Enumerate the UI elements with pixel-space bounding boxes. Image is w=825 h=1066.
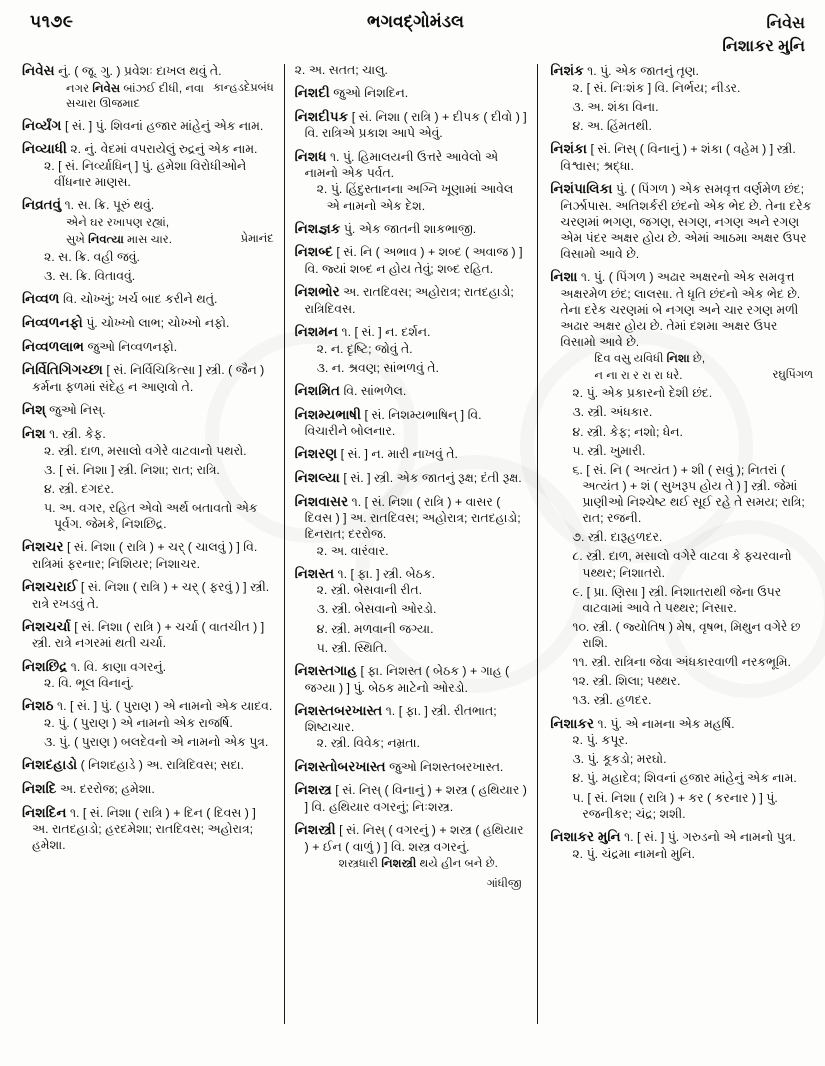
entry-headword: નિવ્રતવું — [22, 197, 62, 213]
entry-sense: ૬. [ સં. નિ ( અત્યંત ) + શી ( સવું ); નિતરાં ( અત્યંત ) + શં ( સુખરૂપ હોય તે ) ] સ્ત્રી. જેમાં પ્રાણીઓ નિશ્ચેષ્ટ થઈ સૂઈ રહે તે સમય; રાત્રિ; રાત; રજની. — [572, 462, 805, 526]
entry-definition: જુઓ નિશસ્તબરખાસ્ત. — [389, 759, 504, 774]
dictionary-entry — [550, 62, 813, 134]
entry-sense: ૧૧. સ્ત્રી. રાત્રિના જેવા અંધકારવાળી નરકભૂમિ. — [572, 655, 791, 670]
dictionary-entry — [295, 758, 528, 776]
entry-definition: ૧. પું. ( પિંગળ ) અઢાર અક્ષરનો એક સમવૃત્ત અક્ષરમેળ છંદ; લાલસા. તે ધૃતિ છંદનો એક ભેદ છે. તેના દરેક ચરણમાં બે નગણ અને ચાર રગણ મળી અઢાર અક્ષર હોય છે. તેમાં દશમા અક્ષર ઉપર વિસામો આવે છે. — [560, 270, 801, 350]
entry-definition: [ સં. નિસ્ ( વિનાનું ) + શસ્ત્ર ( હથિયાર ) ] વિ. હથિયાર વગરનું; નિઃશસ્ત્ર. — [304, 783, 527, 814]
entry-headword: નિશદીપક — [294, 108, 349, 124]
dictionary-column-1 — [22, 62, 284, 1030]
entry-sense: ૪. સ્ત્રી. કેફ; નશો; ધેન. — [572, 424, 683, 439]
entry-headword: નિર્વિતિગિગચ્છા — [22, 362, 103, 378]
entry-definition: [ સં. નિસ્ ( વગરનું ) + શસ્ત્ર ( હથિયાર ) + ઈન ( વાળું ) ] વિ. શસ્ત્ર વગરનું. — [304, 823, 524, 854]
entry-headword: નિશચર્ચા — [22, 618, 71, 634]
entry-sense: ૨. પું. હિંદુસ્તાનના અગ્નિ ખૂણામાં આવેલ એ નામનો એક દેશ. — [316, 182, 514, 213]
entry-headline — [294, 565, 528, 583]
entry-sense: ૩. પું. ( પુરાણ ) બલદેવનો એ નામનો એક પુત્ર. — [44, 735, 269, 750]
dictionary-entry — [550, 140, 813, 174]
entry-definition: [ સં. નિશા ( રાત્રિ ) + ચર્ ( ચાલવું ) ] વિ. રાત્રિમાં ફરનાર; નિશિયર; નિશાચર. — [32, 540, 258, 571]
entry-headline — [22, 538, 274, 572]
entry-sense: ૪. સ્ત્રી. મળવાની જગ્યા. — [316, 621, 434, 636]
entry-definition: વિ. ચોખ્ખું; ખર્ચ બાદ કરીને થતું. — [62, 292, 218, 307]
entry-definition: ૧. પું. એક જાતનું તૃણ. — [587, 64, 699, 78]
dictionary-entry — [295, 243, 528, 277]
entry-headline — [294, 469, 528, 487]
entry-sense: ૫. [ સં. નિશા ( રાત્રિ ) + કર ( કરનાર ) ] પું. રજનીકર; ચંદ્ર; શશી. — [572, 790, 778, 821]
entry-headline — [550, 268, 813, 350]
guide-word-first: નિવેસ — [766, 15, 805, 32]
entry-headline — [550, 715, 813, 733]
entry-headword: નિશા — [550, 269, 578, 285]
entry-sense: ૩. ન. શ્રવણ; સાંભળવું તે. — [316, 360, 439, 375]
entry-headline — [22, 140, 274, 158]
quotation-keyword: નિશા — [666, 352, 690, 366]
dictionary-entry — [295, 493, 528, 559]
entry-headline — [22, 425, 274, 443]
entry-definition: નું. ( જૂ. ગુ. ) પ્રવેશઃ દાખલ થવું તે. — [58, 64, 222, 78]
dictionary-column-2 — [285, 62, 538, 1030]
entry-headword: નિશચર — [22, 539, 64, 555]
entry-headline — [22, 117, 274, 135]
entry-sense: ૩. [ સં. નિશા ] સ્ત્રી. નિશા; રાત; રાત્રિ. — [44, 462, 220, 477]
entry-quotation — [305, 856, 528, 871]
entry-headword: નિર્વ્યંગ — [22, 117, 62, 133]
entry-sense: ૩. સ્ત્રી. બેસવાનો ઓરડો. — [316, 602, 437, 617]
dictionary-entry — [22, 290, 274, 308]
entry-definition: [ સં. નિશા ( રાત્રિ ) + દીપક ( દીવો ) ] વિ. રાત્રિએ પ્રકાશ આપે એવું. — [304, 109, 527, 141]
entry-sense: ૨. પું. ( પુરાણ ) એ નામનો એક રાજર્ષિ. — [44, 716, 233, 731]
entry-headline — [294, 758, 528, 776]
entry-headline — [22, 658, 274, 676]
entry-definition: ૧. [ સં. ] પું. ગરુડનો એ નામનો પુત્ર. — [624, 829, 796, 844]
entry-headword: નિવ્વળનફો — [22, 315, 83, 331]
entry-sense: ૨. સ્ત્રી. બેસવાની રીત. — [316, 583, 423, 598]
entry-headline — [22, 780, 274, 798]
entry-headline — [294, 84, 528, 102]
dictionary-entry — [295, 108, 528, 142]
entry-headword: નિશઠ — [22, 698, 54, 714]
dictionary-entry — [22, 804, 274, 854]
entry-headword: નિશમ્યભાષી — [294, 406, 362, 422]
entry-sense: ૧૩. સ્ત્રી. હળદર. — [572, 693, 652, 708]
entry-headline — [22, 756, 274, 774]
quotation-text: નગર નિવેસ બાંઝઈ દીધી, નવા સચારા ઊજમાદ — [66, 81, 205, 110]
entry-headword: નિશસ્ત્રી — [294, 822, 336, 838]
entry-headline — [294, 283, 528, 317]
entry-definition: ૧. પું. હિમાલયની ઉત્તરે આવેલો એ નામનો એક પર્વત. — [304, 149, 499, 181]
dictionary-entry — [295, 323, 528, 376]
quotation-text: એને ઘર રખાપણ રહ્યાં, — [66, 216, 170, 230]
entry-headline — [22, 697, 274, 715]
dictionary-entry — [22, 338, 274, 356]
entry-definition: ૧. [ સં. ] પું. ( પુરાણ ) એ નામનો એક યાદવ. — [57, 699, 273, 714]
entry-headline — [294, 702, 528, 736]
entry-sense: ૨. વિ. ભૂલ વિનાનું. — [44, 676, 134, 691]
entry-quotation — [560, 351, 813, 366]
entry-definition: [ સં. નિસ્ ( વિનાનું ) + શંકા ( વહેમ ) ] સ્ત્રી. વિશ્વાસ; શ્રદ્ધા. — [560, 142, 796, 173]
guide-words — [722, 12, 805, 58]
dictionary-entry — [295, 781, 528, 815]
entry-headword: નિવ્વળલાભ — [22, 338, 84, 354]
entry-quotation — [32, 215, 274, 230]
entry-headword: નિશવાસર — [294, 493, 349, 509]
entry-definition: ૧. [ ફા. ] સ્ત્રી. રીતભાત; શિષ્ટાચાર. — [304, 703, 497, 735]
quotation-text: દિવ વસુ યવિધી નિશા છે, — [594, 352, 706, 366]
dictionary-entry — [22, 361, 274, 395]
entry-headword: નિશ્ — [22, 402, 46, 418]
entry-sense: ૨. સ્ત્રી. દાળ, મસાલો વગેરે વાટવાનો પથરો. — [44, 443, 247, 458]
dictionary-entry — [295, 406, 528, 440]
quotation-keyword: નિશસ્ત્રી — [381, 856, 417, 870]
entry-sense: ૨. [ સં. નિઃશંક ] વિ. નિર્ભય; નીડર. — [572, 80, 741, 95]
entry-sense: ૩. પું. કૂકડો; મરઘો. — [572, 752, 667, 767]
entry-headline — [22, 196, 274, 214]
dictionary-entry — [550, 268, 813, 709]
entry-headline — [294, 781, 528, 815]
entry-headline — [22, 361, 274, 395]
entry-headword: નિશંપાલિકા — [550, 180, 613, 196]
entry-definition: [ સં. નિશા ( રાત્રિ ) + ચર્ચા ( વાતચીત ) ] સ્ત્રી. રાત્રે નગરમાં થતી ચર્ચા. — [32, 619, 265, 651]
dictionary-entry — [295, 662, 528, 696]
entry-definition: [ સં. નિર્વિચિકિત્સા ] સ્ત્રી. ( જૈન ) કર્મના ફળમાં સંદેહ ન આણવો તે. — [32, 363, 265, 395]
dictionary-entry — [550, 180, 813, 262]
entry-headline — [294, 323, 528, 341]
entry-headline — [22, 578, 274, 612]
dictionary-entry — [295, 445, 528, 463]
entry-definition: ૧. [ સં. નિશા ( રાત્રિ ) + દિન ( દિવસ ) ] અ. રાતદહાડો; હરદમેશા; રાતદિવસ; અહોરાત્ર; હમેશા. — [32, 805, 256, 853]
dictionary-column-3 — [538, 62, 813, 1030]
entry-definition: [ સં. ] સ્ત્રી. એક જાતનું રૂક્ષ; દંતી રૂક્ષ. — [343, 470, 522, 485]
entry-sense: ૨. અ. વારંવાર. — [316, 543, 389, 558]
entry-headword: નિશસ્ત — [294, 565, 335, 581]
entry-definition: પું. ( પિંગળ ) એક સમવૃત્ત વર્ણમેળ છંદ; નિર્ઝાપાસ. અતિશર્કરી છંદનો એક ભેદ છે. તેના દરેક ચરણમાં ભગણ, જગણ, સગણ, નગણ અને રગણ એમ પંદર અક્ષર હોય છે. એમાં આઠમા અક્ષર ઉપર વિસામો આવે છે. — [560, 181, 812, 261]
entry-headword: નિશદિન — [22, 804, 67, 820]
entry-headline — [22, 290, 274, 308]
entry-headline — [22, 314, 274, 332]
entry-headword: નિશબ્દ — [294, 244, 333, 260]
page-header — [26, 12, 805, 64]
entry-headline — [294, 220, 528, 238]
entry-headword: નિશભોર — [294, 284, 340, 300]
entry-sense: ૪. અ. હિંમતથી. — [572, 118, 652, 133]
dictionary-entry — [22, 538, 274, 572]
entry-headline — [550, 140, 813, 174]
dictionary-entry — [22, 425, 274, 532]
entry-headword: નિશદહાડો — [22, 757, 78, 773]
dictionary-entry — [22, 62, 274, 111]
entry-headword: નિશચરાઈ — [22, 579, 78, 595]
dictionary-entry — [295, 382, 528, 400]
entry-definition: અ. રાતદિવસ; અહોરાત્ર; રાતદહાડો; રાત્રિદિવસ. — [304, 285, 514, 316]
quotation-text: સુખે નિવત્યા માસ ચાર. — [66, 233, 173, 247]
entry-quotation — [32, 81, 274, 111]
entry-headword: નિશલ્યા — [294, 469, 340, 485]
entry-sense: ૨. સ્ત્રી. વિવેક; નમ્રતા. — [316, 736, 420, 751]
entry-headline — [294, 382, 528, 400]
entry-definition: ૨. અ. સતત; ચાલુ. — [294, 63, 388, 77]
dictionary-entry — [295, 62, 528, 78]
dictionary-entry — [22, 618, 274, 652]
entry-headword: નિશંક — [550, 63, 584, 78]
dictionary-entry — [22, 140, 274, 190]
entry-definition: પું. એક જાતની શાકભાજી. — [343, 221, 477, 236]
entry-sense: ૫. અ. વગર, રહિત એવો અર્થ બતાવતો એક પૂર્વગ. જેમકે, નિશછિદ્ર. — [44, 500, 258, 532]
entry-sense: ૮. સ્ત્રી. દાળ, મસાલો વગેરે વાટવા કે ફ્ચરવાનો પથ્થર; નિશાતરો. — [572, 549, 792, 580]
entry-definition: ૧. [ ફા. ] સ્ત્રી. બેઠક. — [337, 566, 436, 581]
dictionary-entry — [22, 697, 274, 750]
entry-headline — [294, 662, 528, 696]
entry-headline — [550, 62, 813, 80]
entry-definition: ૨. નું. વેદમાં વપરાયેલું રુદ્રનું એક નામ. — [70, 142, 258, 157]
entry-headword: નિશરણ — [294, 446, 338, 462]
dictionary-entry — [295, 702, 528, 752]
entry-definition: [ સં. ] પું. શિવનાં હજાર માંહેનું એક નામ. — [64, 118, 264, 133]
entry-headline — [294, 821, 528, 855]
page-number: ૫૧૭૯ — [30, 12, 74, 31]
entry-definition: અ. દરરોજ; હમેશા. — [59, 782, 155, 796]
entry-headline — [294, 493, 528, 543]
entry-sense: ૧૦. સ્ત્રી. ( જ્યોતિષ ) મેષ, વૃષભ, મિથુન વગેરે છ રાશિ. — [572, 619, 801, 651]
entry-definition: ૧. સ્ત્રી. કેફ. — [49, 426, 106, 441]
entry-sense: ૪. પું. મહાદેવ; શિવનાં હજાર માંહેનું એક નામ. — [572, 771, 797, 786]
entry-definition: વિ. સાંભળેલ. — [343, 383, 407, 398]
entry-definition: ૧. [ સં. ] ન. દર્શન. — [341, 324, 431, 339]
entry-headline — [294, 108, 528, 142]
entry-headword: નિશછિદ્ર — [22, 658, 68, 674]
entry-sense: ૨. પું. એક પ્રકારનો દેશી છંદ. — [572, 386, 713, 401]
quotation-text: શસ્ત્રધારી નિશસ્ત્રી થયે હીન બને છે. — [338, 856, 498, 870]
entry-headword: નિશસ્તગાહ — [294, 662, 357, 678]
entry-headword: નિશાકર મુનિ — [550, 828, 621, 844]
entry-headline — [294, 406, 528, 440]
entry-definition: [ સં. ] ન. મારી નાખવું તે. — [340, 447, 458, 462]
dictionary-entry — [22, 578, 274, 612]
entry-sense: ૭. સ્ત્રી. દારૂહળદર. — [572, 530, 663, 545]
entry-headword: નિશધ — [294, 148, 327, 164]
entry-definition: ૧. પું. એ નામના એક મહર્ષિ. — [597, 716, 735, 731]
quotation-text: ન ના રા ર રા રા ધરે. — [594, 369, 683, 383]
entry-headline — [550, 180, 813, 262]
entry-headword: નિશસ્ત્ર — [294, 782, 332, 798]
dictionary-entry — [550, 828, 813, 862]
entry-headword: નિશજ્ઞક — [294, 220, 341, 236]
entry-definition: [ ફા. નિશસ્ત ( બેઠક ) + ગાહ ( જગ્યા ) ] પું. બેઠક માટેનો ઓરડો. — [304, 663, 510, 695]
entry-definition: ( નિશદહાડે ) અ. રાત્રિદિવસ; સદા. — [80, 758, 244, 773]
entry-definition: [ સં. નિશા ( રાત્રિ ) + ચર્ ( ફરવું ) ] સ્ત્રી. રાત્રે રખડવું તે. — [32, 580, 270, 611]
entry-headword: નિશદી — [294, 85, 330, 101]
entry-sense: ૯. [ પ્રા. ણિસા ] સ્ત્રી. નિશાતરાથી જેના ઉપર વાટવામાં આવે તે પથ્થર; નિસાર. — [572, 584, 782, 615]
entry-headline — [22, 338, 274, 356]
book-title: ભગવદ્ગોમંડલ — [367, 12, 464, 31]
entry-headword: નિશમિત — [294, 382, 341, 398]
entry-sense: ૩. અ. શંકા વિના. — [572, 99, 659, 114]
entry-headline — [294, 243, 528, 277]
entry-headline — [294, 148, 528, 182]
dictionary-entry — [295, 821, 528, 871]
entry-definition: જુઓ નિસ્. — [49, 403, 106, 418]
entry-sense: ૫. સ્ત્રી. સ્થિતિ. — [316, 640, 388, 655]
entry-sense: ૨. [ સં. નિર્વ્યાધિન્ ] પું. હમેશા વિરોધીઓને વીંધનાર માણસ. — [44, 159, 247, 190]
dictionary-entry — [22, 401, 274, 419]
dictionary-entry — [295, 283, 528, 317]
entry-headword: નિવેસ — [22, 63, 55, 78]
entry-sense: ૪. સ્ત્રી. દગદર. — [44, 481, 114, 496]
entry-sense: ૫. સ્ત્રી. ખુમારી. — [572, 443, 646, 458]
entry-headword: નિશસ્તબરખાસ્ત — [294, 702, 383, 718]
entry-headword: નિશાકર — [550, 715, 595, 731]
entry-headword: નિશદિ — [22, 781, 57, 796]
dictionary-entry — [22, 780, 274, 798]
entry-definition: ૧. સ. ક્રિ. પૂરું થવું. — [64, 198, 155, 213]
quotation-keyword: નિવેસ — [92, 81, 121, 95]
entry-headline — [294, 62, 528, 78]
entry-definition: જુઓ નિવ્વળનફો. — [87, 339, 178, 354]
dictionary-entry — [295, 148, 528, 214]
entry-sense: ૨. પું. કપૂર. — [572, 733, 629, 748]
entry-headword: નિવ્યાધી — [22, 141, 67, 157]
quotation-citation: કાન્હડદેપ્રબંધ — [213, 81, 274, 94]
dictionary-entry — [22, 196, 274, 284]
dictionary-entry — [295, 84, 528, 102]
dictionary-entry — [22, 658, 274, 692]
entry-headline — [550, 828, 813, 846]
entry-definition: પું. ચોખ્ખો લાભ; ચોખ્ખો નફો. — [86, 316, 230, 331]
entry-definition: જુઓ નિશદિન. — [333, 86, 409, 101]
entry-quotation — [560, 368, 813, 383]
entry-headword: નિશંકા — [550, 141, 588, 157]
dictionary-entry — [295, 565, 528, 656]
quotation-citation: પ્રેમાનંદ — [240, 233, 274, 246]
entry-headword: નિશ — [22, 425, 46, 441]
dictionary-entry — [295, 469, 528, 487]
entry-sense: ૩. સ્ત્રી. અંધકાર. — [572, 405, 653, 420]
entry-headline — [22, 401, 274, 419]
entry-definition: ૧. વિ. કાણા વગરનું. — [70, 659, 167, 674]
column-footer-citation: ગાંધીજી — [486, 877, 522, 890]
entry-headline — [22, 62, 274, 80]
entry-headline — [294, 445, 528, 463]
entry-definition: [ સં. નિશમ્યભાષિન્ ] વિ. વિચારીને બોલનાર. — [304, 407, 482, 439]
dictionary-entry — [295, 220, 528, 238]
entry-quotation — [32, 232, 274, 247]
dictionary-entry — [22, 314, 274, 332]
entry-sense: ૧૨. સ્ત્રી. શિલા; પથ્થર. — [572, 674, 681, 689]
dictionary-entry — [22, 756, 274, 774]
entry-definition: [ સં. નિ ( અભાવ ) + શબ્દ ( અવાજ ) ] વિ. જ્યાં શબ્દ ન હોય તેવું; શબ્દ રહિત. — [304, 245, 523, 276]
entry-definition: ૧. [ સં. નિશા ( રાત્રિ ) + વાસર ( દિવસ ) ] અ. રાતદિવસ; અહોરાત્ર; રાતદહાડો; દિનરાત; દરરોજ. — [304, 494, 521, 542]
quotation-citation: રઘુપિંગળ — [772, 369, 813, 382]
entry-headline — [22, 804, 274, 854]
dictionary-entry — [550, 715, 813, 822]
guide-word-last: નિશાકર મુનિ — [722, 38, 805, 56]
quotation-keyword: નિવત્યા — [88, 233, 124, 247]
entry-headword: નિશસ્તોબરખાસ્ત — [294, 758, 386, 774]
dictionary-entry — [22, 117, 274, 135]
entry-headword: નિવ્વળ — [22, 291, 60, 307]
entry-sense: ૨. સ. ક્રિ. વહી જવું. — [44, 250, 140, 265]
entry-headline — [22, 618, 274, 652]
column-container — [22, 62, 813, 1030]
entry-sense: ૩. સ. ક્રિ. વિતાવવું. — [44, 269, 136, 284]
entry-headword: નિશમન — [294, 323, 339, 339]
entry-sense: ૨. ન. દૃષ્ટિ; જોવું તે. — [316, 341, 413, 356]
entry-sense: ૨. પું. ચંદ્રમા નામનો મુનિ. — [572, 846, 695, 861]
